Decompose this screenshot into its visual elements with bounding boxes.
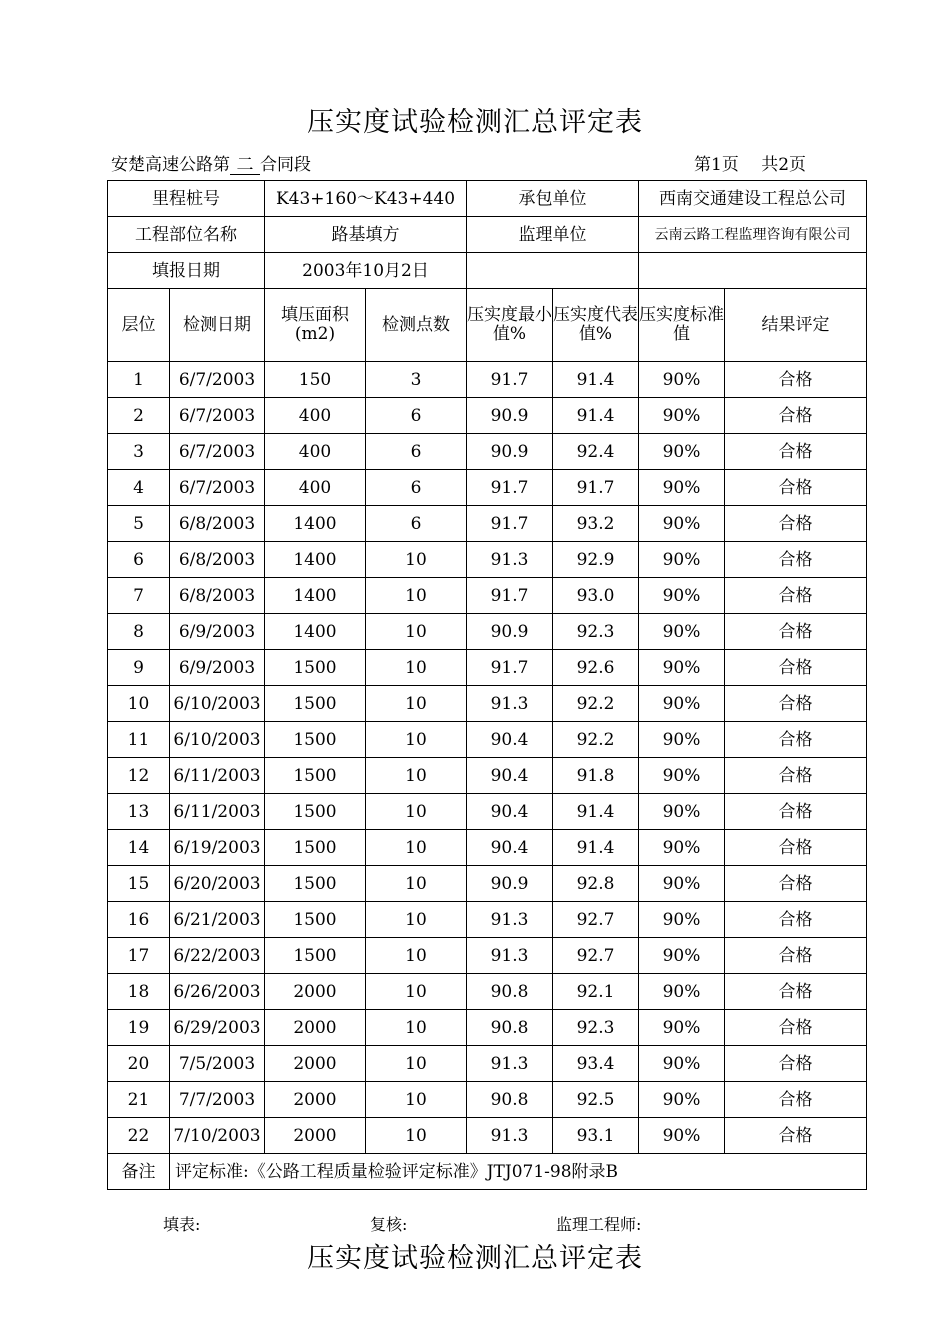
table-row <box>108 362 867 398</box>
table-cell: 6/29/2003 <box>170 1010 265 1046</box>
table-cell: 92.9 <box>553 542 639 578</box>
table-cell: 90% <box>639 722 725 758</box>
table-cell: 8 <box>108 614 170 650</box>
table-cell: 10 <box>366 1046 467 1082</box>
table-cell: 90.9 <box>467 398 553 434</box>
table-cell: 6/11/2003 <box>170 794 265 830</box>
table-cell: 10 <box>366 902 467 938</box>
table-cell: 90% <box>639 362 725 398</box>
table-row <box>108 758 867 794</box>
table-cell: 7/7/2003 <box>170 1082 265 1118</box>
table-cell: 90.9 <box>467 614 553 650</box>
table-cell: 2000 <box>265 974 366 1010</box>
table-cell: 10 <box>366 614 467 650</box>
supervisor-label: 监理单位 <box>467 217 639 253</box>
table-cell: 合格 <box>725 866 867 902</box>
remark-label: 备注 <box>108 1154 170 1190</box>
table-cell: 合格 <box>725 398 867 434</box>
table-cell: 93.4 <box>553 1046 639 1082</box>
table-cell: 10 <box>366 974 467 1010</box>
table-cell: 10 <box>366 1082 467 1118</box>
table-cell: 90% <box>639 578 725 614</box>
table-cell: 91.3 <box>467 938 553 974</box>
table-cell: 1400 <box>265 506 366 542</box>
table-cell: 90.8 <box>467 1082 553 1118</box>
engineer-signature: 监理工程师: <box>556 1215 642 1234</box>
table-cell: 92.2 <box>553 686 639 722</box>
table-cell: 90% <box>639 434 725 470</box>
table-cell: 12 <box>108 758 170 794</box>
table-cell: 6/8/2003 <box>170 506 265 542</box>
table-cell: 16 <box>108 902 170 938</box>
table-cell: 10 <box>366 1118 467 1154</box>
column-header: 压实度标准值 <box>639 289 725 362</box>
table-cell: 90% <box>639 758 725 794</box>
table-cell: 90% <box>639 614 725 650</box>
filler-signature: 填表: <box>163 1215 201 1234</box>
contract-prefix: 安楚高速公路第 <box>111 155 230 175</box>
table-cell: 1400 <box>265 542 366 578</box>
table-cell: 10 <box>366 758 467 794</box>
table-cell: 合格 <box>725 902 867 938</box>
table-cell: 6/10/2003 <box>170 686 265 722</box>
table-row <box>108 686 867 722</box>
table-cell: 90% <box>639 398 725 434</box>
table-cell: 90% <box>639 1046 725 1082</box>
table-row <box>108 542 867 578</box>
empty-cell <box>639 253 867 289</box>
table-cell: 6/9/2003 <box>170 614 265 650</box>
table-cell: 90% <box>639 794 725 830</box>
table-cell: 1500 <box>265 830 366 866</box>
table-row <box>108 398 867 434</box>
table-row <box>108 1082 867 1118</box>
table-cell: 6/22/2003 <box>170 938 265 974</box>
table-cell: 6 <box>366 470 467 506</box>
section-number: 二 <box>230 157 260 175</box>
table-cell: 90% <box>639 938 725 974</box>
part-value: 路基填方 <box>265 217 467 253</box>
table-cell: 合格 <box>725 830 867 866</box>
table-cell: 93.1 <box>553 1118 639 1154</box>
table-cell: 20 <box>108 1046 170 1082</box>
table-cell: 90.4 <box>467 794 553 830</box>
page-title: 压实度试验检测汇总评定表 <box>307 107 643 138</box>
table-cell: 2000 <box>265 1118 366 1154</box>
table-cell: 92.6 <box>553 650 639 686</box>
table-row <box>108 470 867 506</box>
table-cell: 92.3 <box>553 614 639 650</box>
table-cell: 合格 <box>725 506 867 542</box>
table-cell: 1500 <box>265 794 366 830</box>
table-cell: 92.5 <box>553 1082 639 1118</box>
table-cell: 合格 <box>725 1046 867 1082</box>
table-cell: 合格 <box>725 614 867 650</box>
table-cell: 1400 <box>265 578 366 614</box>
table-cell: 11 <box>108 722 170 758</box>
table-cell: 3 <box>366 362 467 398</box>
table-cell: 400 <box>265 398 366 434</box>
table-cell: 6/9/2003 <box>170 650 265 686</box>
table-row <box>108 434 867 470</box>
table-cell: 91.3 <box>467 1118 553 1154</box>
table-cell: 90% <box>639 650 725 686</box>
table-cell: 1 <box>108 362 170 398</box>
table-cell: 400 <box>265 470 366 506</box>
table-cell: 90.4 <box>467 758 553 794</box>
table-cell: 91.8 <box>553 758 639 794</box>
table-cell: 90.8 <box>467 1010 553 1046</box>
table-cell: 10 <box>366 794 467 830</box>
table-cell: 91.7 <box>467 470 553 506</box>
table-cell: 7 <box>108 578 170 614</box>
table-row <box>108 614 867 650</box>
table-cell: 92.2 <box>553 722 639 758</box>
table-cell: 5 <box>108 506 170 542</box>
table-cell: 6/10/2003 <box>170 722 265 758</box>
contractor-value: 西南交通建设工程总公司 <box>639 181 867 217</box>
table-cell: 90.8 <box>467 974 553 1010</box>
table-cell: 150 <box>265 362 366 398</box>
column-header: 层位 <box>108 289 170 362</box>
table-cell: 1400 <box>265 614 366 650</box>
table-cell: 90% <box>639 470 725 506</box>
table-cell: 91.4 <box>553 794 639 830</box>
table-cell: 1500 <box>265 686 366 722</box>
table-cell: 3 <box>108 434 170 470</box>
table-cell: 10 <box>366 1010 467 1046</box>
table-row <box>108 866 867 902</box>
table-cell: 合格 <box>725 650 867 686</box>
footer-title: 压实度试验检测汇总评定表 <box>307 1243 643 1274</box>
table-cell: 6 <box>366 434 467 470</box>
table-row <box>108 830 867 866</box>
table-cell: 10 <box>366 938 467 974</box>
table-row <box>108 1046 867 1082</box>
table-cell: 91.7 <box>467 362 553 398</box>
table-row <box>108 506 867 542</box>
table-row <box>108 650 867 686</box>
table-cell: 6 <box>108 542 170 578</box>
table-cell: 合格 <box>725 470 867 506</box>
table-cell: 19 <box>108 1010 170 1046</box>
table-cell: 91.4 <box>553 830 639 866</box>
table-cell: 400 <box>265 434 366 470</box>
column-header: 结果评定 <box>725 289 867 362</box>
table-cell: 90.9 <box>467 434 553 470</box>
table-cell: 合格 <box>725 1118 867 1154</box>
page-info: 第1页 共2页 <box>694 155 807 175</box>
table-cell: 18 <box>108 974 170 1010</box>
table-row <box>108 974 867 1010</box>
table-cell: 合格 <box>725 686 867 722</box>
column-header: 检测点数 <box>366 289 467 362</box>
table-cell: 7/5/2003 <box>170 1046 265 1082</box>
table-cell: 92.7 <box>553 902 639 938</box>
table-cell: 90% <box>639 830 725 866</box>
table-cell: 90% <box>639 902 725 938</box>
remark-text: 评定标准:《公路工程质量检验评定标准》JTJ071-98附录B <box>170 1154 867 1190</box>
table-cell: 合格 <box>725 362 867 398</box>
remark-row <box>108 1154 867 1190</box>
table-cell: 22 <box>108 1118 170 1154</box>
mileage-label: 里程桩号 <box>108 181 265 217</box>
table-cell: 90% <box>639 1118 725 1154</box>
info-row-mileage <box>108 181 867 217</box>
table-cell: 7/10/2003 <box>170 1118 265 1154</box>
table-cell: 90.4 <box>467 830 553 866</box>
table-cell: 合格 <box>725 1082 867 1118</box>
table-row <box>108 938 867 974</box>
table-cell: 合格 <box>725 542 867 578</box>
table-cell: 2 <box>108 398 170 434</box>
column-header: 压实度代表值% <box>553 289 639 362</box>
table-cell: 6/21/2003 <box>170 902 265 938</box>
table-cell: 6/11/2003 <box>170 758 265 794</box>
table-cell: 92.1 <box>553 974 639 1010</box>
contract-suffix: 合同段 <box>260 155 311 175</box>
table-cell: 90% <box>639 542 725 578</box>
table-cell: 10 <box>366 578 467 614</box>
table-cell: 21 <box>108 1082 170 1118</box>
table-cell: 90.4 <box>467 722 553 758</box>
table-cell: 91.7 <box>467 506 553 542</box>
table-cell: 合格 <box>725 722 867 758</box>
table-cell: 10 <box>366 866 467 902</box>
table-cell: 14 <box>108 830 170 866</box>
table-cell: 10 <box>366 650 467 686</box>
mileage-value: K43+160～K43+440 <box>265 181 467 217</box>
table-row <box>108 578 867 614</box>
table-cell: 1500 <box>265 866 366 902</box>
table-cell: 90% <box>639 974 725 1010</box>
table-cell: 17 <box>108 938 170 974</box>
table-row <box>108 1010 867 1046</box>
contractor-label: 承包单位 <box>467 181 639 217</box>
column-header: 检测日期 <box>170 289 265 362</box>
column-header: 压实度最小值% <box>467 289 553 362</box>
reviewer-signature: 复核: <box>370 1215 408 1234</box>
table-row <box>108 1118 867 1154</box>
date-label: 填报日期 <box>108 253 265 289</box>
table-cell: 合格 <box>725 938 867 974</box>
table-cell: 91.7 <box>553 470 639 506</box>
table-cell: 6 <box>366 398 467 434</box>
table-cell: 10 <box>366 542 467 578</box>
table-cell: 合格 <box>725 578 867 614</box>
table-cell: 90% <box>639 506 725 542</box>
table-cell: 1500 <box>265 758 366 794</box>
table-cell: 1500 <box>265 938 366 974</box>
table-cell: 92.4 <box>553 434 639 470</box>
table-cell: 6 <box>366 506 467 542</box>
table-cell: 90% <box>639 866 725 902</box>
table-cell: 13 <box>108 794 170 830</box>
table-cell: 1500 <box>265 650 366 686</box>
table-cell: 91.3 <box>467 542 553 578</box>
table-cell: 91.3 <box>467 902 553 938</box>
table-cell: 6/7/2003 <box>170 362 265 398</box>
table-row <box>108 722 867 758</box>
contract-section <box>111 150 311 175</box>
table-cell: 6/26/2003 <box>170 974 265 1010</box>
supervisor-value: 云南云路工程监理咨询有限公司 <box>639 217 867 253</box>
table-cell: 10 <box>366 686 467 722</box>
table-cell: 合格 <box>725 794 867 830</box>
table-cell: 91.4 <box>553 398 639 434</box>
table-cell: 2000 <box>265 1010 366 1046</box>
table-cell: 10 <box>366 722 467 758</box>
table-cell: 2000 <box>265 1046 366 1082</box>
table-cell: 92.8 <box>553 866 639 902</box>
column-header-row <box>108 289 867 362</box>
table-cell: 合格 <box>725 434 867 470</box>
table-cell: 15 <box>108 866 170 902</box>
table-cell: 6/20/2003 <box>170 866 265 902</box>
info-row-date <box>108 253 867 289</box>
table-cell: 6/7/2003 <box>170 434 265 470</box>
summary-table <box>107 180 867 1190</box>
table-cell: 91.3 <box>467 686 553 722</box>
table-cell: 91.7 <box>467 650 553 686</box>
table-cell: 90% <box>639 1010 725 1046</box>
table-cell: 90% <box>639 1082 725 1118</box>
table-row <box>108 794 867 830</box>
table-cell: 10 <box>108 686 170 722</box>
table-cell: 91.4 <box>553 362 639 398</box>
column-header: 填压面积(m2) <box>265 289 366 362</box>
table-row <box>108 902 867 938</box>
table-cell: 合格 <box>725 758 867 794</box>
table-cell: 92.3 <box>553 1010 639 1046</box>
table-cell: 6/8/2003 <box>170 578 265 614</box>
table-cell: 1500 <box>265 902 366 938</box>
table-cell: 合格 <box>725 974 867 1010</box>
table-cell: 4 <box>108 470 170 506</box>
table-cell: 1500 <box>265 722 366 758</box>
table-cell: 91.3 <box>467 1046 553 1082</box>
table-cell: 9 <box>108 650 170 686</box>
part-label: 工程部位名称 <box>108 217 265 253</box>
table-cell: 6/19/2003 <box>170 830 265 866</box>
table-cell: 93.2 <box>553 506 639 542</box>
info-row-part <box>108 217 867 253</box>
table-cell: 6/7/2003 <box>170 398 265 434</box>
table-cell: 2000 <box>265 1082 366 1118</box>
table-cell: 93.0 <box>553 578 639 614</box>
table-cell: 6/7/2003 <box>170 470 265 506</box>
table-cell: 10 <box>366 830 467 866</box>
table-cell: 91.7 <box>467 578 553 614</box>
table-cell: 合格 <box>725 1010 867 1046</box>
table-cell: 90% <box>639 686 725 722</box>
date-value: 2003年10月2日 <box>265 253 467 289</box>
empty-cell <box>467 253 639 289</box>
table-cell: 92.7 <box>553 938 639 974</box>
table-cell: 6/8/2003 <box>170 542 265 578</box>
table-cell: 90.9 <box>467 866 553 902</box>
